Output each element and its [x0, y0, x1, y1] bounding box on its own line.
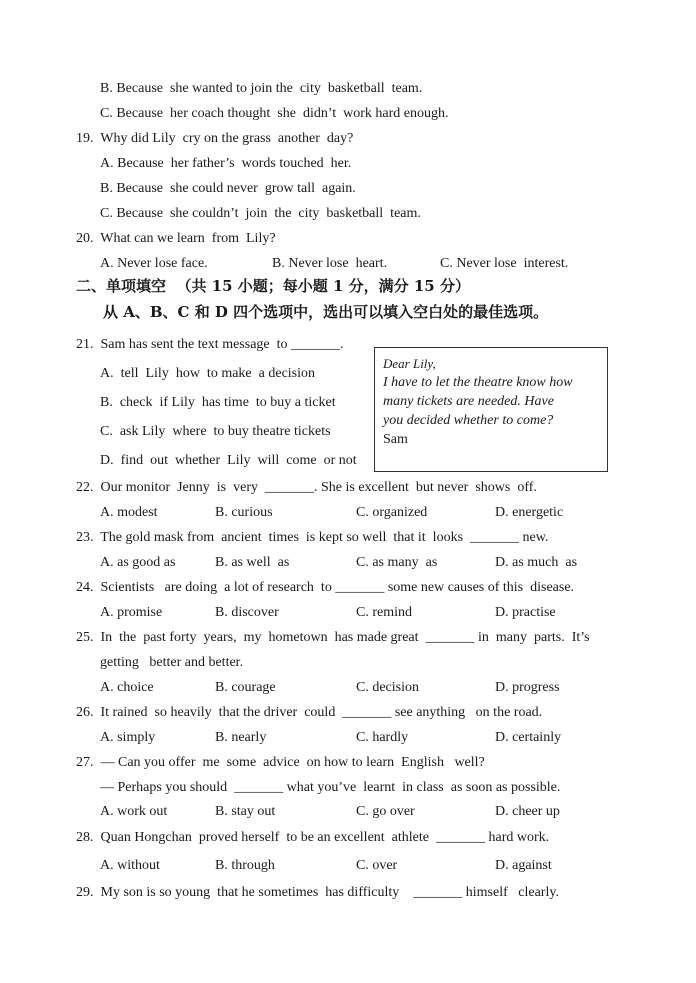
- q25-option-b: B. courage: [215, 680, 276, 695]
- q27-option-b: B. stay out: [215, 804, 276, 819]
- q19-option-c: C. Because she couldn’t join the city basketball team.: [100, 206, 421, 221]
- note-body-line-3: you decided whether to come?: [383, 413, 554, 428]
- q18-option-c: C. Because her coach thought she didn’t work hard enough.: [100, 106, 449, 121]
- q25-option-d: D. progress: [495, 680, 560, 695]
- note-body-line-1: I have to let the theatre know how: [383, 375, 573, 390]
- q27-option-a: A. work out: [100, 804, 168, 819]
- q22-option-d: D. energetic: [495, 505, 564, 520]
- q24-stem: 24. Scientists are doing a lot of research to _______ some new causes of this disease.: [76, 580, 575, 595]
- q28-option-d: D. against: [495, 858, 552, 873]
- q21-stem: 21. Sam has sent the text message to _______.: [76, 337, 344, 352]
- q22-option-c: C. organized: [356, 505, 428, 520]
- q25-stem: 25. In the past forty years, my hometown has made great _______ in many parts. It’s: [76, 630, 590, 645]
- q27-stem: 27. — Can you offer me some advice on how to learn English well?: [76, 755, 485, 770]
- q26-option-b: B. nearly: [215, 730, 267, 745]
- q26-stem: 26. It rained so heavily that the driver could _______ see anything on the road.: [76, 705, 543, 720]
- q27-reply: — Perhaps you should _______ what you’ve learnt in class as soon as possible.: [100, 780, 561, 795]
- q19-option-b: B. Because she could never grow tall again.: [100, 181, 356, 196]
- q20-option-c: C. Never lose interest.: [440, 256, 569, 271]
- q21-option-a: A. tell Lily how to make a decision: [100, 366, 316, 381]
- q20-option-a: A. Never lose face.: [100, 256, 208, 271]
- q23-stem: 23. The gold mask from ancient times is kept so well that it looks _______ new.: [76, 530, 549, 545]
- q21-option-c: C. ask Lily where to buy theatre tickets: [100, 424, 331, 439]
- q19-option-a: A. Because her father’s words touched her.: [100, 156, 352, 171]
- q24-option-b: B. discover: [215, 605, 279, 620]
- q26-option-a: A. simply: [100, 730, 156, 745]
- note-salutation: Dear Lily,: [383, 356, 436, 371]
- q20-stem: 20. What can we learn from Lily?: [76, 231, 276, 246]
- q23-option-b: B. as well as: [215, 555, 290, 570]
- q22-option-a: A. modest: [100, 505, 158, 520]
- q27-option-d: D. cheer up: [495, 804, 560, 819]
- q26-option-d: D. certainly: [495, 730, 562, 745]
- q28-option-b: B. through: [215, 858, 275, 873]
- section-2-heading: 二、单项填空 （共 15 小题；每小题 1 分，满分 15 分）: [76, 277, 470, 295]
- q23-option-d: D. as much as: [495, 555, 578, 570]
- q24-option-a: A. promise: [100, 605, 163, 620]
- q24-option-d: D. practise: [495, 605, 556, 620]
- q24-option-c: C. remind: [356, 605, 412, 620]
- q28-option-c: C. over: [356, 858, 398, 873]
- q23-option-a: A. as good as: [100, 555, 176, 570]
- q27-option-c: C. go over: [356, 804, 415, 819]
- q22-stem: 22. Our monitor Jenny is very _______. She is excellent but never shows off.: [76, 480, 537, 495]
- q21-option-d: D. find out whether Lily will come or not: [100, 453, 357, 468]
- q18-option-b: B. Because she wanted to join the city basketball team.: [100, 81, 423, 96]
- q21-option-b: B. check if Lily has time to buy a ticket: [100, 395, 336, 410]
- q25-stem-continued: getting better and better.: [100, 655, 244, 670]
- q23-option-c: C. as many as: [356, 555, 438, 570]
- q19-stem: 19. Why did Lily cry on the grass another day?: [76, 131, 354, 146]
- section-2-instructions: 从 A、B、C 和 D 四个选项中，选出可以填入空白处的最佳选项。: [103, 303, 549, 321]
- q22-option-b: B. curious: [215, 505, 273, 520]
- q20-option-b: B. Never lose heart.: [272, 256, 388, 271]
- q25-option-a: A. choice: [100, 680, 154, 695]
- q29-stem: 29. My son is so young that he sometimes has difficulty _______ himself clearly.: [76, 885, 559, 900]
- q28-option-a: A. without: [100, 858, 160, 873]
- q28-stem: 28. Quan Hongchan proved herself to be an excellent athlete _______ hard work.: [76, 830, 550, 845]
- message-note-box: [374, 347, 608, 472]
- q25-option-c: C. decision: [356, 680, 419, 695]
- note-signature: Sam: [383, 432, 408, 447]
- note-body-line-2: many tickets are needed. Have: [383, 394, 554, 409]
- q26-option-c: C. hardly: [356, 730, 409, 745]
